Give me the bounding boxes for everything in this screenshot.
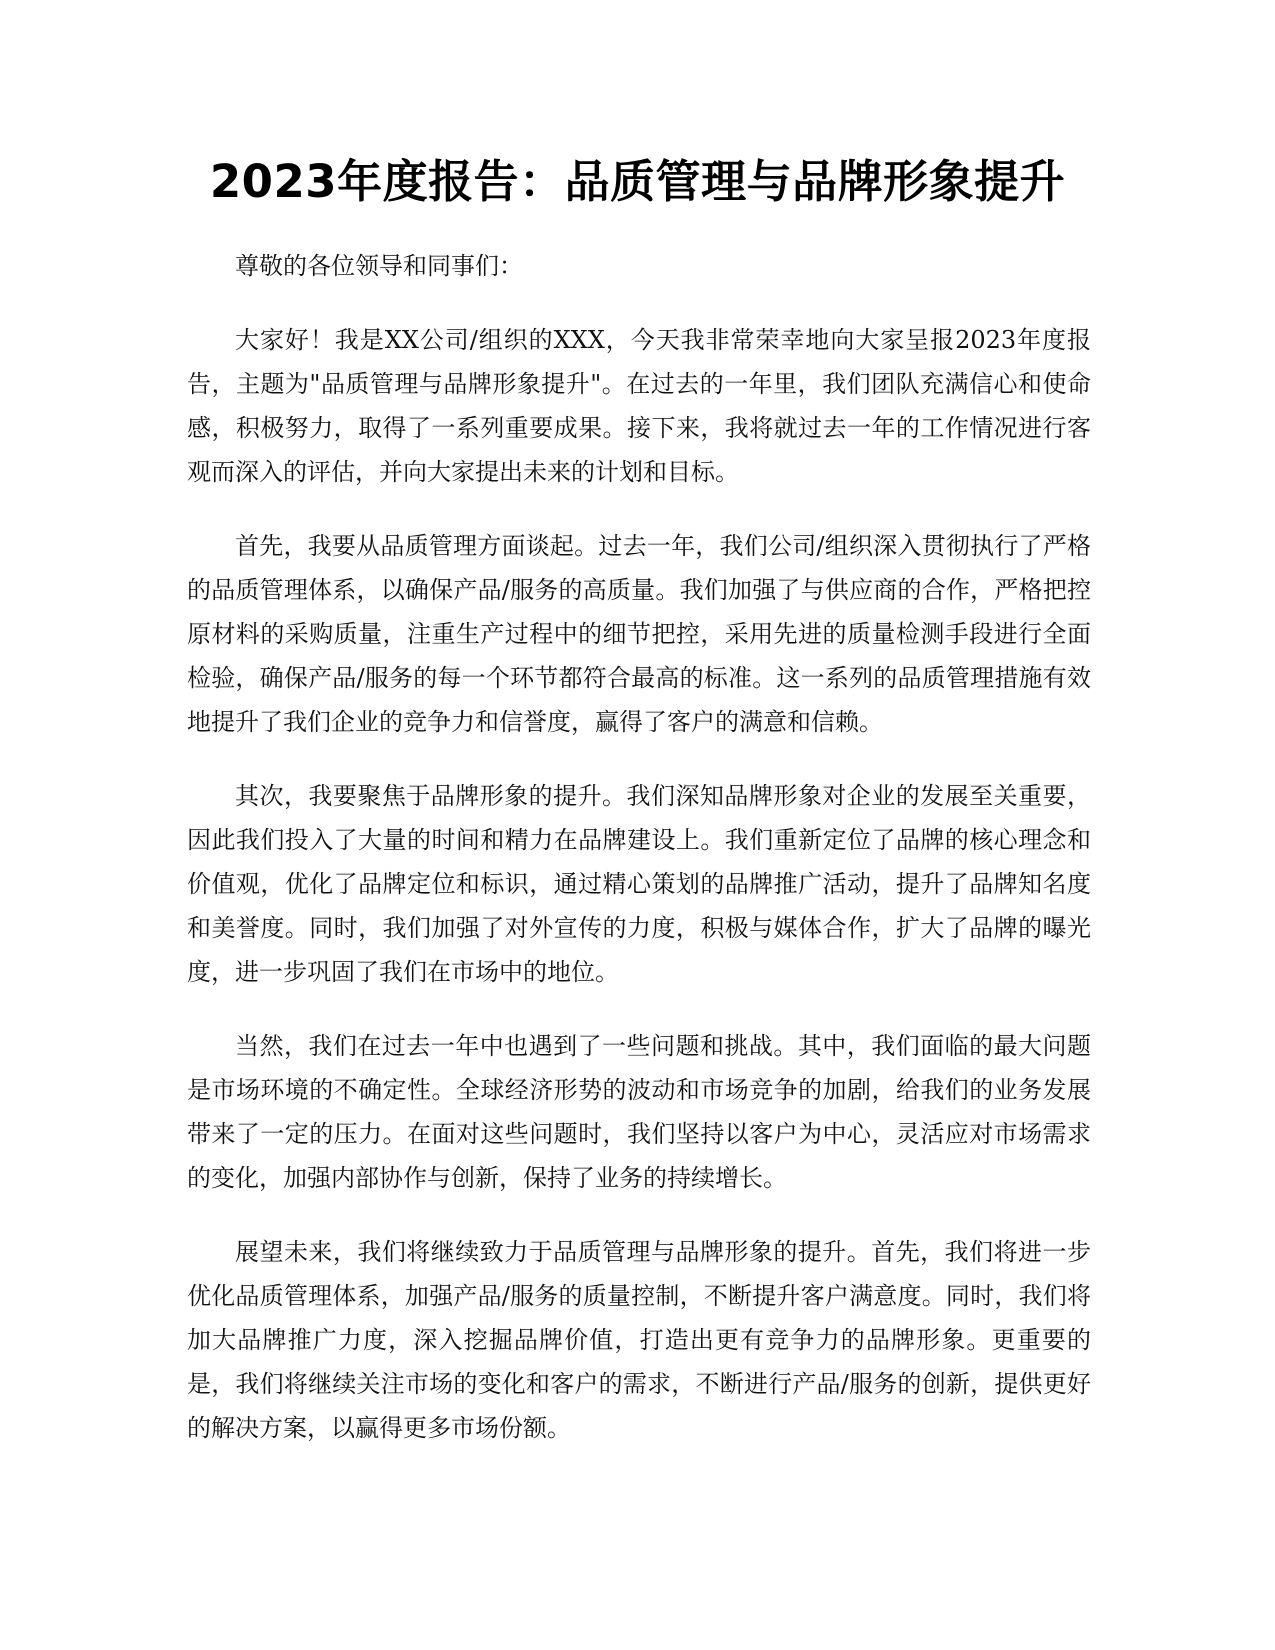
document-title: 2023年度报告：品质管理与品牌形象提升 <box>209 155 1066 208</box>
paragraph-quality-management: 首先，我要从品质管理方面谈起。过去一年，我们公司/组织深入贯彻执行了严格的品质管理体系，以确保产品/服务的高质量。我们加强了与供应商的合作，严格把控原材料的采购质量，注重生产过程中的细节把控，采用先进的质量检测手段进行全面检验，确保产品/服务的每一个环节都符合最高的标准。这一系列的品质管理措施有效地提升了我们企业的竞争力和信誉度，赢得了客户的满意和信赖。 <box>187 532 1091 736</box>
paragraph-introduction: 大家好！我是XX公司/组织的XXX，今天我非常荣幸地向大家呈报2023年度报告，主题为"品质管理与品牌形象提升"。在过去的一年里，我们团队充满信心和使命感，积极努力，取得了一系列重要成果。接下来，我将就过去一年的工作情况进行客观而深入的评估，并向大家提出未来的计划和目标。 <box>187 326 1091 486</box>
paragraph-salutation: 尊敬的各位领导和同事们： <box>235 252 523 280</box>
paragraph-challenges: 当然，我们在过去一年中也遇到了一些问题和挑战。其中，我们面临的最大问题是市场环境的不确定性。全球经济形势的波动和市场竞争的加剧，给我们的业务发展带来了一定的压力。在面对这些问题时，我们坚持以客户为中心，灵活应对市场需求的变化，加强内部协作与创新，保持了业务的持续增长。 <box>187 1032 1091 1192</box>
paragraph-outlook: 展望未来，我们将继续致力于品质管理与品牌形象的提升。首先，我们将进一步优化品质管理体系，加强产品/服务的质量控制，不断提升客户满意度。同时，我们将加大品牌推广力度，深入挖掘品牌价值，打造出更有竞争力的品牌形象。更重要的是，我们将继续关注市场的变化和客户的需求，不断进行产品/服务的创新，提供更好的解决方案，以赢得更多市场份额。 <box>187 1238 1091 1442</box>
document-body <box>187 244 1091 1480</box>
paragraph-brand-image: 其次，我要聚焦于品牌形象的提升。我们深知品牌形象对企业的发展至关重要，因此我们投入了大量的时间和精力在品牌建设上。我们重新定位了品牌的核心理念和价值观，优化了品牌定位和标识，通过精心策划的品牌推广活动，提升了品牌知名度和美誉度。同时，我们加强了对外宣传的力度，积极与媒体合作，扩大了品牌的曝光度，进一步巩固了我们在市场中的地位。 <box>187 782 1091 986</box>
